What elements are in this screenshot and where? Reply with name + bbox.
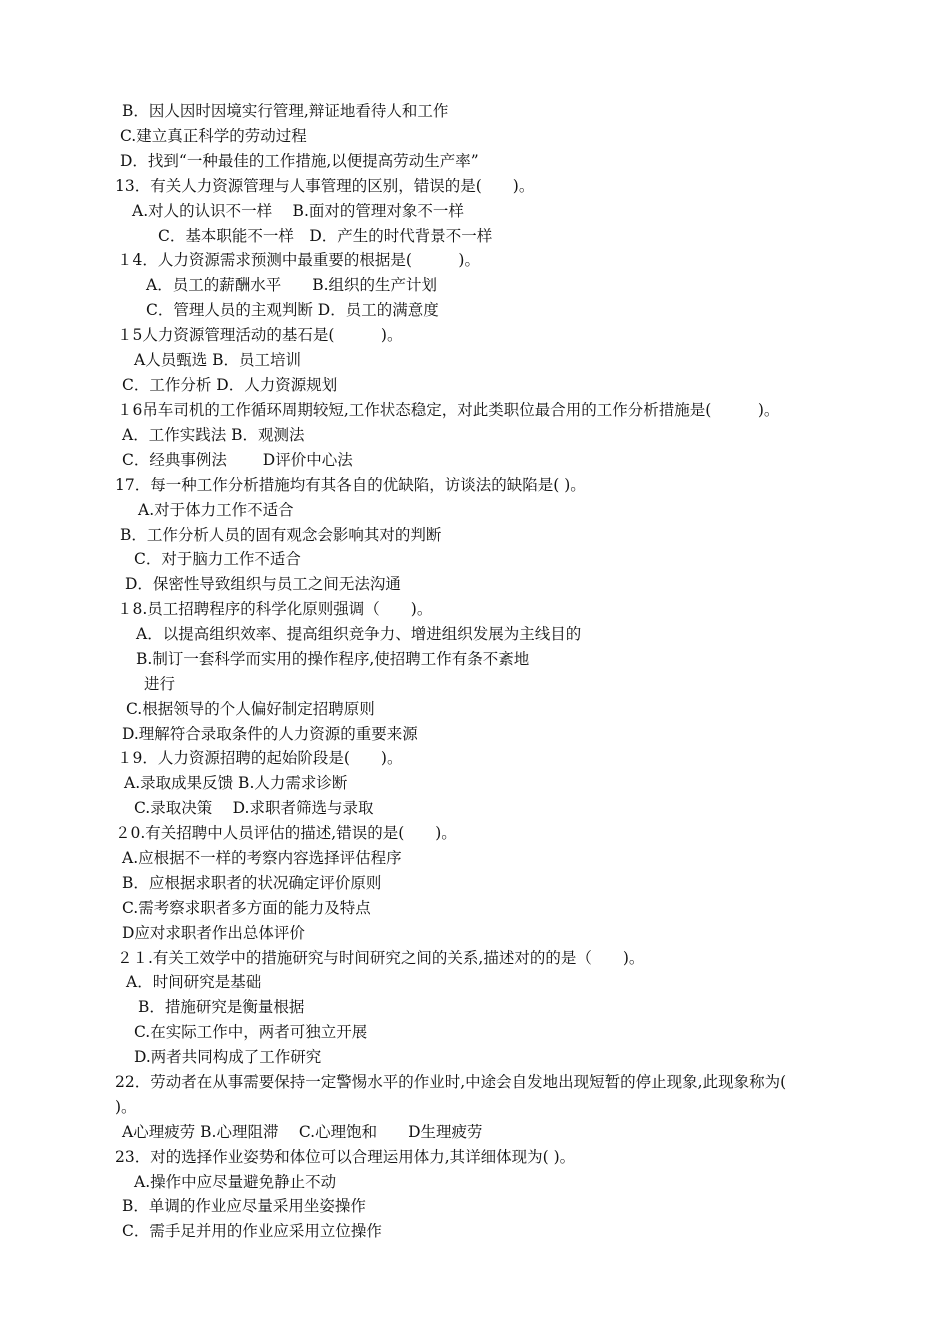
question-13: 13．有关人力资源管理与人事管理的区别，错误的是( )。 [115,177,535,195]
question-15: １5人力资源管理活动的基石是( )。 [117,326,403,344]
text-line: A.对人的认识不一样 B.面对的管理对象不一样 [132,202,464,220]
text-line: B．措施研究是衡量根据 [138,998,305,1016]
text-line: A.对于体力工作不适合 [138,501,294,519]
text-line: C．基本职能不一样 D．产生的时代背景不一样 [158,227,493,245]
text-line: C.根据领导的个人偏好制定招聘原则 [126,700,375,718]
text-line: D应对求职者作出总体评价 [122,924,305,942]
question-22: 22．劳动者在从事需要保持一定警惕水平的作业时,中途会自发地出现短暂的停止现象,此现象称为( [115,1073,787,1091]
question-14: １4．人力资源需求预测中最重要的根据是( )。 [117,251,480,269]
text-line: B．因人因时因境实行管理,辩证地看待人和工作 [122,102,449,120]
text-line: A.操作中应尽量避免静止不动 [134,1173,337,1191]
text-line: B．单调的作业应尽量采用坐姿操作 [122,1197,366,1215]
text-line: C.在实际工作中，两者可独立开展 [134,1023,368,1041]
question-20: ２0.有关招聘中人员评估的描述,错误的是( )。 [115,824,457,842]
text-line: A.录取成果反馈 B.人力需求诊断 [124,774,348,792]
question-17: 17．每一种工作分析措施均有其各自的优缺陷，访谈法的缺陷是( )。 [115,476,586,494]
question-19: １9．人力资源招聘的起始阶段是( )。 [117,749,403,767]
text-line: D．找到“一种最佳的工作措施,以便提高劳动生产率” [120,152,479,170]
text-line: C．工作分析 D．人力资源规划 [122,376,338,394]
text-line: C.建立真正科学的劳动过程 [120,127,307,145]
text-line: B．应根据求职者的状况确定评价原则 [122,874,382,892]
text-line: B．工作分析人员的固有观念会影响其对的判断 [120,526,442,544]
text-line: D.理解符合录取条件的人力资源的重要来源 [122,725,418,743]
text-line: D．保密性导致组织与员工之间无法沟通 [125,575,401,593]
text-line: A．工作实践法 B．观测法 [122,426,305,444]
text-line: C．需手足并用的作业应采用立位操作 [122,1222,382,1240]
text-line: A.应根据不一样的考察内容选择评估程序 [122,849,402,867]
text-line: A．员工的薪酬水平 B.组织的生产计划 [146,276,438,294]
question-16: １6吊车司机的工作循环周期较短,工作状态稳定，对此类职位最合用的工作分析措施是( )。 [117,401,780,419]
text-line: D.两者共同构成了工作研究 [134,1048,322,1066]
question-18: １8.员工招聘程序的科学化原则强调（ )。 [117,600,433,618]
text-line: A心理疲劳 B.心理阻滞 C.心理饱和 D生理疲劳 [122,1123,483,1141]
question-23: 23．对的选择作业姿势和体位可以合理运用体力,其详细体现为( )。 [115,1148,576,1166]
text-line: B.制订一套科学而实用的操作程序,使招聘工作有条不紊地 [136,650,530,668]
question-21: ２１.有关工效学中的措施研究与时间研究之间的关系,描述对的的是（ )。 [117,949,645,967]
text-line: C.录取决策 D.求职者筛选与录取 [134,799,374,817]
text-line: C．对于脑力工作不适合 [134,550,301,568]
text-line: A．时间研究是基础 [126,973,262,991]
text-line: A．以提高组织效率、提高组织竞争力、增进组织发展为主线目的 [136,625,582,643]
text-line: C．管理人员的主观判断 D．员工的满意度 [146,301,439,319]
text-line: C．经典事例法 D评价中心法 [122,451,353,469]
text-line: )。 [115,1098,137,1116]
text-line: A人员甄选 B．员工培训 [134,351,302,369]
text-line: 进行 [144,675,176,693]
text-line: C.需考察求职者多方面的能力及特点 [122,899,371,917]
